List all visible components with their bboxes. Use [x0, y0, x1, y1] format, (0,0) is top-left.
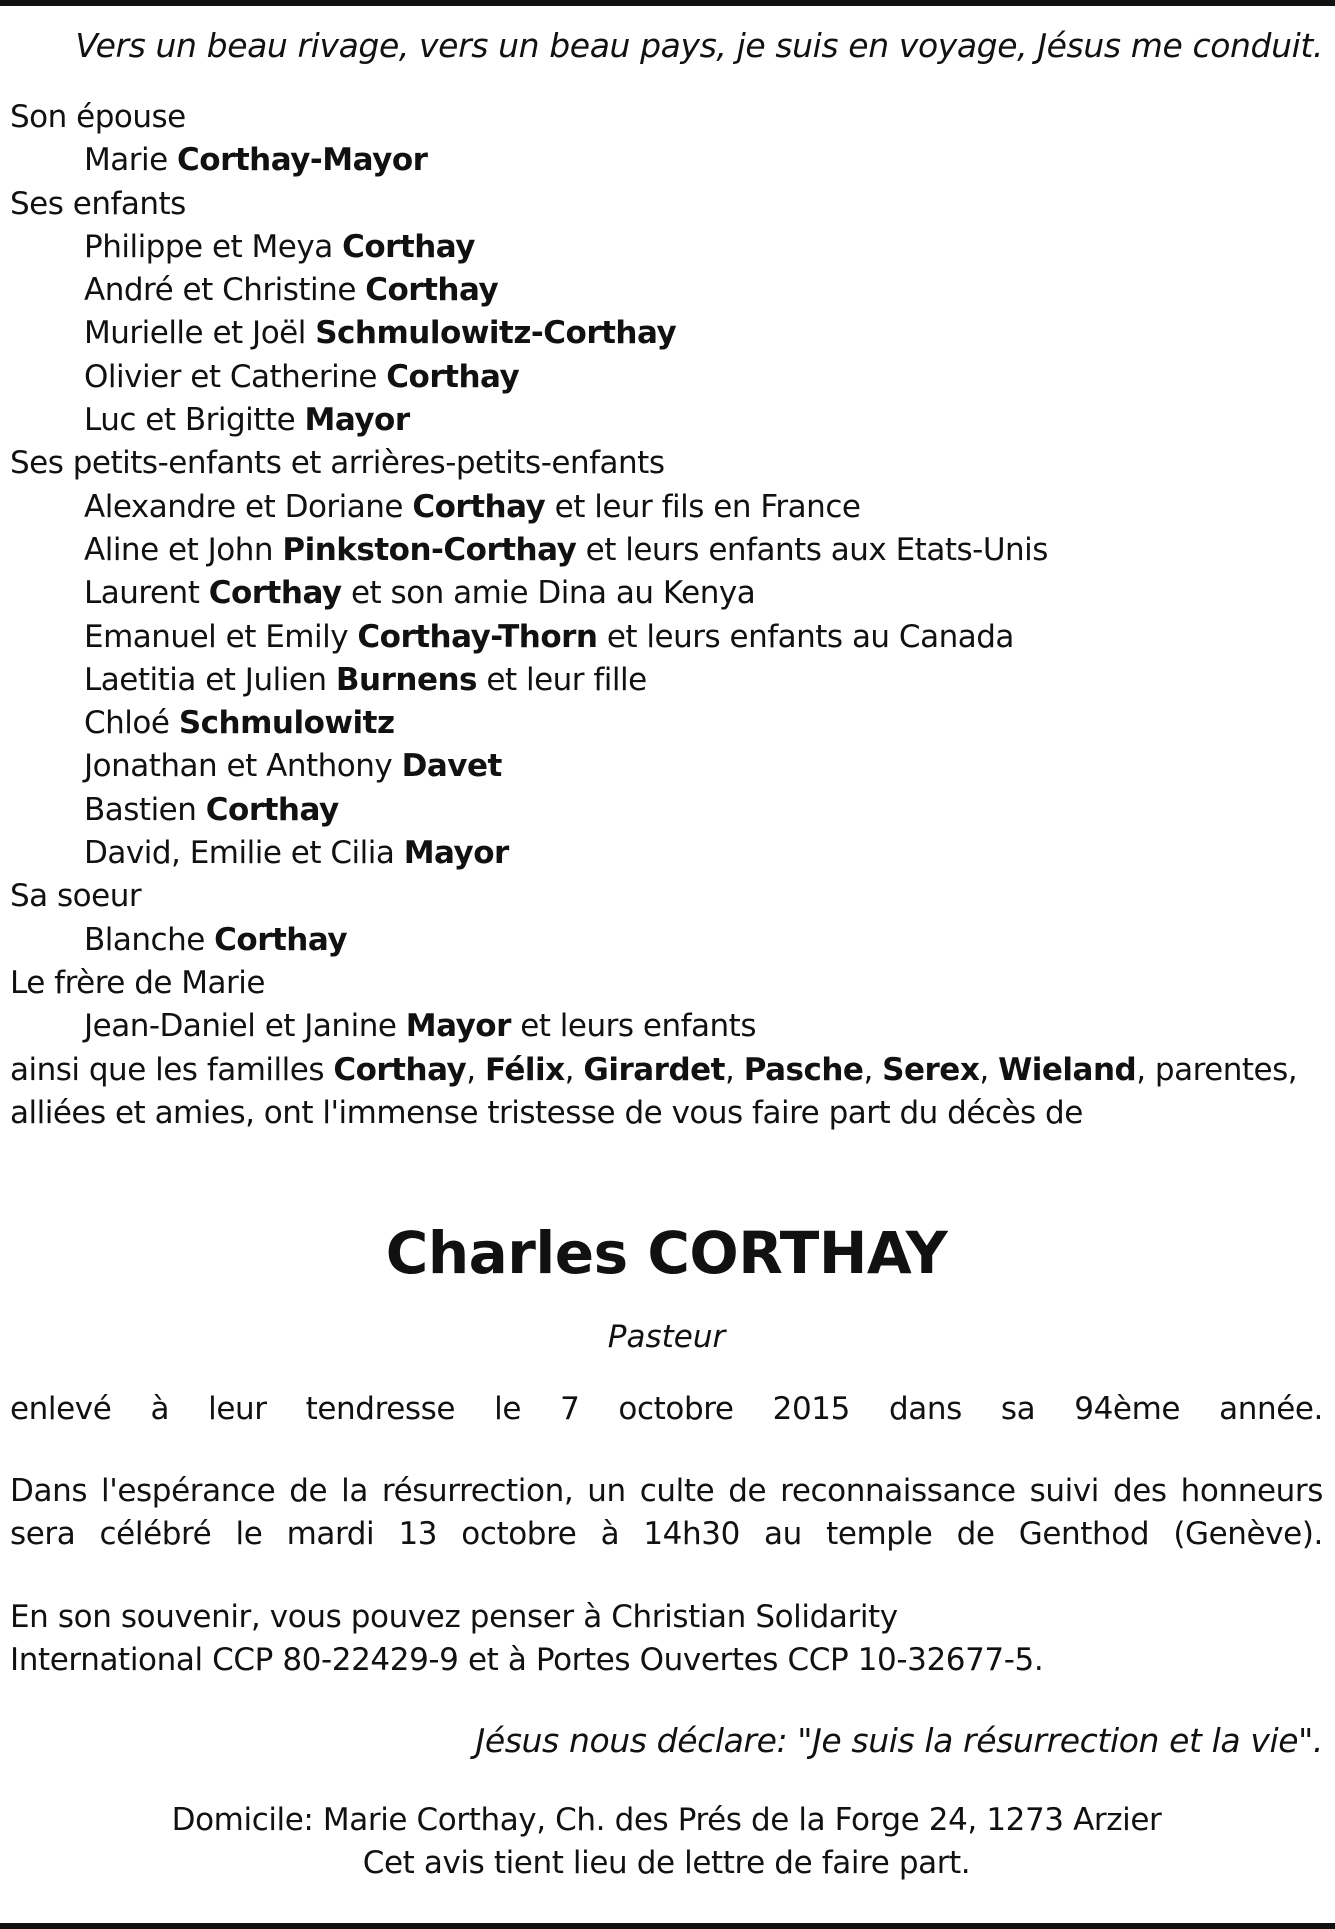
family-member-line [10, 572, 1323, 615]
family-surname: Corthay [205, 791, 339, 828]
family-surname: Serex [882, 1051, 980, 1088]
family-text: Le frère de Marie [10, 964, 265, 1001]
family-text: Jonathan et Anthony [84, 748, 402, 785]
footer [10, 1799, 1323, 1885]
family-member-line [10, 1005, 1323, 1048]
ceremony-line-2: sera célébré le mardi 13 octobre à 14h30 au temple de Genthod (Genève). [10, 1516, 1323, 1552]
family-group-line [10, 1092, 1323, 1135]
family-group-line [10, 875, 1323, 918]
family-text: , [564, 1051, 584, 1088]
family-surname: Davet [401, 748, 502, 785]
family-surname: Schmulowitz [178, 705, 395, 742]
family-text: Chloé [84, 705, 179, 742]
family-surname: Corthay [333, 1051, 467, 1088]
family-group-line [10, 442, 1323, 485]
family-surname: Pinkston-Corthay [282, 531, 577, 568]
family-group-line [10, 1049, 1323, 1092]
ceremony-info [10, 1470, 1323, 1556]
donation-info [10, 1596, 1323, 1682]
family-text: Sa soeur [10, 878, 142, 915]
family-surname: Corthay-Thorn [357, 618, 598, 655]
family-text: , [979, 1051, 999, 1088]
family-text: Murielle et Joël [84, 315, 316, 352]
family-text: Ses petits-enfants et arrières-petits-enfants [10, 445, 665, 482]
family-member-line [10, 269, 1323, 312]
family-surname: Corthay [208, 575, 342, 612]
family-member-line [10, 789, 1323, 832]
death-line: enlevé à leur tendresse le 7 octobre 2015 dans sa 94ème année. [10, 1391, 1323, 1427]
family-member-line [10, 745, 1323, 788]
family-text: Aline et John [84, 531, 283, 568]
family-text: Emanuel et Emily [84, 618, 358, 655]
family-surname: Corthay [412, 488, 546, 525]
family-text: ainsi que les familles [10, 1051, 334, 1088]
family-text: et leurs enfants [510, 1008, 756, 1045]
closing-quote: Jésus nous déclare: "Je suis la résurrection et la vie". [475, 1721, 1323, 1760]
family-text: Laetitia et Julien [84, 661, 336, 698]
deceased-title: Pasteur [607, 1319, 726, 1355]
family-surname: Félix [484, 1051, 565, 1088]
deceased-name: Charles CORTHAY [385, 1219, 948, 1287]
family-group-line [10, 962, 1323, 1005]
family-group-line [10, 96, 1323, 139]
family-list [10, 96, 1323, 1135]
family-text: Marie [84, 142, 178, 179]
family-text: , parentes, [1136, 1051, 1298, 1088]
family-member-line [10, 616, 1323, 659]
donation-line-1: En son souvenir, vous pouvez penser à Christian Solidarity [10, 1599, 898, 1635]
family-surname: Corthay [365, 272, 499, 309]
family-surname: Burnens [335, 661, 478, 698]
family-text: Ses enfants [10, 185, 186, 222]
death-announcement [10, 1388, 1323, 1431]
family-text: Son épouse [10, 99, 186, 135]
family-text: David, Emilie et Cilia [84, 835, 404, 872]
family-surname: Pasche [743, 1051, 864, 1088]
family-surname: Mayor [405, 1008, 511, 1045]
family-text: , [725, 1051, 744, 1088]
family-text: et son amie Dina au Kenya [341, 575, 756, 612]
family-member-line [10, 529, 1323, 572]
notice-statement: Cet avis tient lieu de lettre de faire part. [362, 1845, 971, 1881]
family-text: Blanche [84, 921, 215, 958]
family-group-line [10, 183, 1323, 226]
family-member-line [10, 702, 1323, 745]
opening-quote: Vers un beau rivage, vers un beau pays, je suis en voyage, Jésus me conduit. [75, 26, 1323, 65]
family-text: Philippe et Meya [84, 228, 343, 265]
ceremony-line-1: Dans l'espérance de la résurrection, un culte de reconnaissance suivi des honneurs [10, 1473, 1323, 1509]
family-text: et leurs enfants aux Etats-Unis [576, 531, 1048, 568]
family-member-line [10, 226, 1323, 269]
family-member-line [10, 139, 1323, 182]
family-surname: Corthay [386, 358, 520, 395]
family-surname: Girardet [583, 1051, 725, 1088]
family-surname: Corthay-Mayor [177, 142, 428, 179]
family-text: André et Christine [84, 272, 366, 309]
family-member-line [10, 356, 1323, 399]
family-member-line [10, 832, 1323, 875]
family-member-line [10, 659, 1323, 702]
family-surname: Schmulowitz-Corthay [315, 315, 677, 352]
family-text: et leur fille [477, 661, 647, 698]
family-text: et leur fils en France [545, 488, 861, 525]
family-text: Alexandre et Doriane [84, 488, 413, 525]
family-surname: Corthay [214, 921, 348, 958]
domicile-line: Domicile: Marie Corthay, Ch. des Prés de la Forge 24, 1273 Arzier [171, 1802, 1162, 1838]
family-text: Laurent [84, 575, 209, 612]
family-text: Luc et Brigitte [84, 402, 305, 439]
family-text: et leurs enfants au Canada [597, 618, 1014, 655]
family-text: , [863, 1051, 883, 1088]
family-text: Olivier et Catherine [84, 358, 387, 395]
family-surname: Mayor [403, 835, 509, 872]
family-text: , [466, 1051, 485, 1088]
family-text: Bastien [84, 791, 206, 828]
family-member-line [10, 486, 1323, 529]
family-member-line [10, 399, 1323, 442]
family-surname: Corthay [342, 228, 475, 265]
family-member-line [10, 919, 1323, 962]
donation-line-2: International CCP 80-22429-9 et à Portes Ouvertes CCP 10-32677-5. [10, 1642, 1044, 1678]
family-surname: Mayor [304, 402, 410, 439]
family-surname: Wieland [998, 1051, 1137, 1088]
family-member-line [10, 312, 1323, 355]
family-text: alliées et amies, ont l'immense tristesse de vous faire part du décès de [10, 1094, 1083, 1131]
family-text: Jean-Daniel et Janine [84, 1008, 406, 1045]
